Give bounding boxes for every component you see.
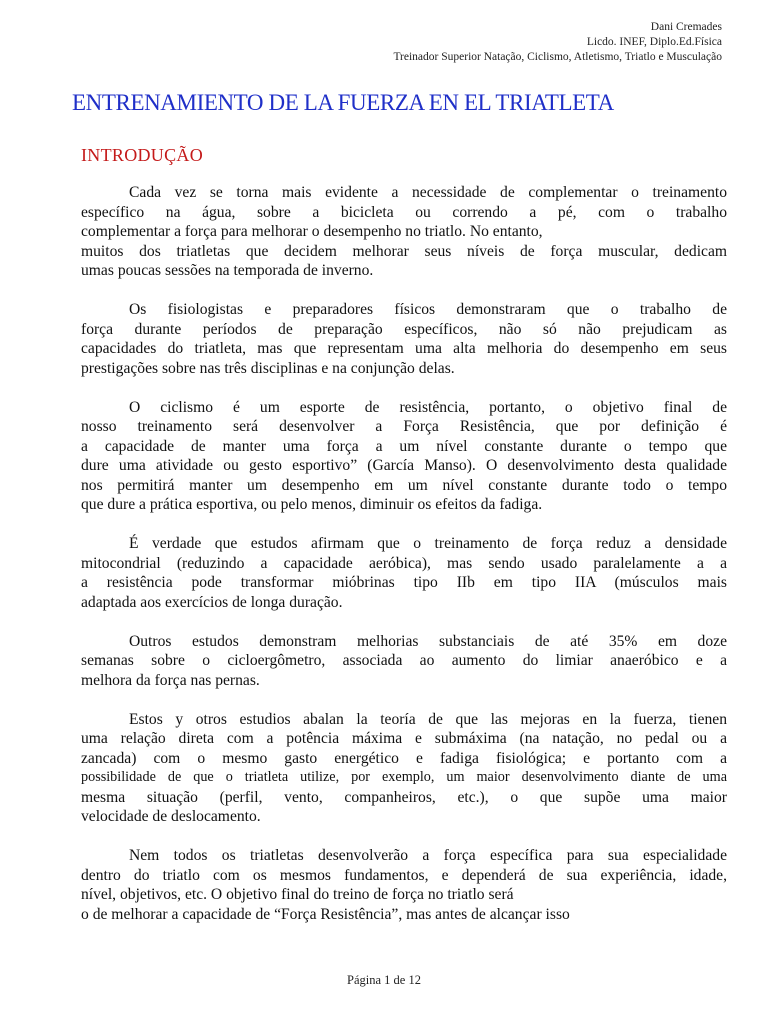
paragraph-line: adaptada aos exercícios de longa duração. [81,593,343,611]
paragraph-line: força durante períodos de preparação específicos, não só não prejudicam as [81,320,727,338]
paragraph-line: velocidade de deslocamento. [81,808,261,825]
paragraph-line: dentro do triatlo com os mesmos fundamentos, e dependerá de sua experiência, idade, [81,866,727,884]
paragraph-line: Outros estudos demonstram melhorias substanciais de até 35% em doze [129,632,727,650]
paragraph-line: muitos dos triatletas que decidem melhorar seus níveis de força muscular, dedicam [81,242,727,260]
header-credentials: Licdo. INEF, Diplo.Ed.Física [586,36,722,48]
page-number: Página 1 de 12 [347,973,421,987]
document-title: ENTRENAMIENTO DE LA FUERZA EN EL TRIATLETA [72,90,614,115]
paragraph-line: nos permitirá manter um desempenho em um nível constante durante todo o tempo [81,476,727,494]
paragraph-line: complementar a força para melhorar o desempenho no triatlo. No entanto, [81,223,543,240]
paragraph-line: mesma situação (perfil, vento, companheiros, etc.), o que supõe uma maior [81,788,727,806]
paragraph-line: Os fisiologistas e preparadores físicos demonstraram que o trabalho de [129,301,727,318]
paragraph-line: melhora da força nas pernas. [81,671,260,689]
paragraph-line: possibilidade de que o triatleta utilize, por exemplo, um maior desenvolvimento diante de uma [81,769,727,785]
paragraph-line: nosso treinamento será desenvolver a Força Resistência, que por definição é [81,418,727,435]
header-author: Dani Cremades [650,21,722,33]
document-body [81,183,727,944]
paragraph-line: O ciclismo é um esporte de resistência, portanto, o objetivo final de [129,398,727,416]
paragraph [81,710,727,827]
paragraph [81,398,727,515]
paragraph-line: a resistência pode transformar mióbrinas tipo IIb em tipo IIA (músculos mais [81,574,727,591]
paragraph-line: que dure a prática esportiva, ou pelo menos, diminuir os efeitos da fadiga. [81,496,543,513]
section-heading: INTRODUÇÃO [81,145,203,165]
paragraph-line: Nem todos os triatletas desenvolverão a força específica para sua especialidade [129,847,727,864]
page-header [393,20,722,65]
paragraph-line: a capacidade de manter uma força a um nível constante durante o tempo que [81,437,727,455]
paragraph-line: uma relação direta com a potência máxima e submáxima (na natação, no pedal ou a [81,730,727,747]
paragraph-line: umas poucas sessões na temporada de inverno. [81,262,374,279]
paragraph-line: Estos y otros estudios abalan la teoría de que las mejoras en la fuerza, tienen [129,710,727,728]
paragraph-line: mitocondrial (reduzindo a capacidade aeróbica), mas sendo usado paralelamente a a [81,554,727,572]
paragraph-line: nível, objetivos, etc. O objetivo final do treino de força no triatlo será [81,886,514,903]
paragraph-line: Cada vez se torna mais evidente a necessidade de complementar o treinamento [129,184,727,201]
paragraph-line: semanas sobre o cicloergômetro, associada ao aumento do limiar anaeróbico e a [81,652,727,669]
paragraph [81,183,727,281]
paragraph-line: capacidades do triatleta, mas que representam uma alta melhoria do desempenho em seus [81,340,727,357]
paragraph-line: prestigações sobre nas três disciplinas e na conjunção delas. [81,359,455,377]
paragraph [81,300,727,378]
header-role: Treinador Superior Natação, Ciclismo, Atletismo, Triatlo e Musculação [393,51,722,63]
paragraph [81,534,727,612]
paragraph-line: É verdade que estudos afirmam que o treinamento de força reduz a densidade [129,535,727,552]
paragraph-line: específico na água, sobre a bicicleta ou correndo a pé, com o trabalho [81,203,727,221]
paragraph-line: o de melhorar a capacidade de “Força Resistência”, mas antes de alcançar isso [81,905,570,923]
paragraph-line: zancada) com o mesmo gasto energético e fadiga fisiológica; e portanto com a [81,749,727,767]
paragraph [81,632,727,691]
paragraph [81,846,727,924]
paragraph-line: dure uma atividade ou gesto esportivo” (García Manso). O desenvolvimento desta qualidade [81,457,727,474]
